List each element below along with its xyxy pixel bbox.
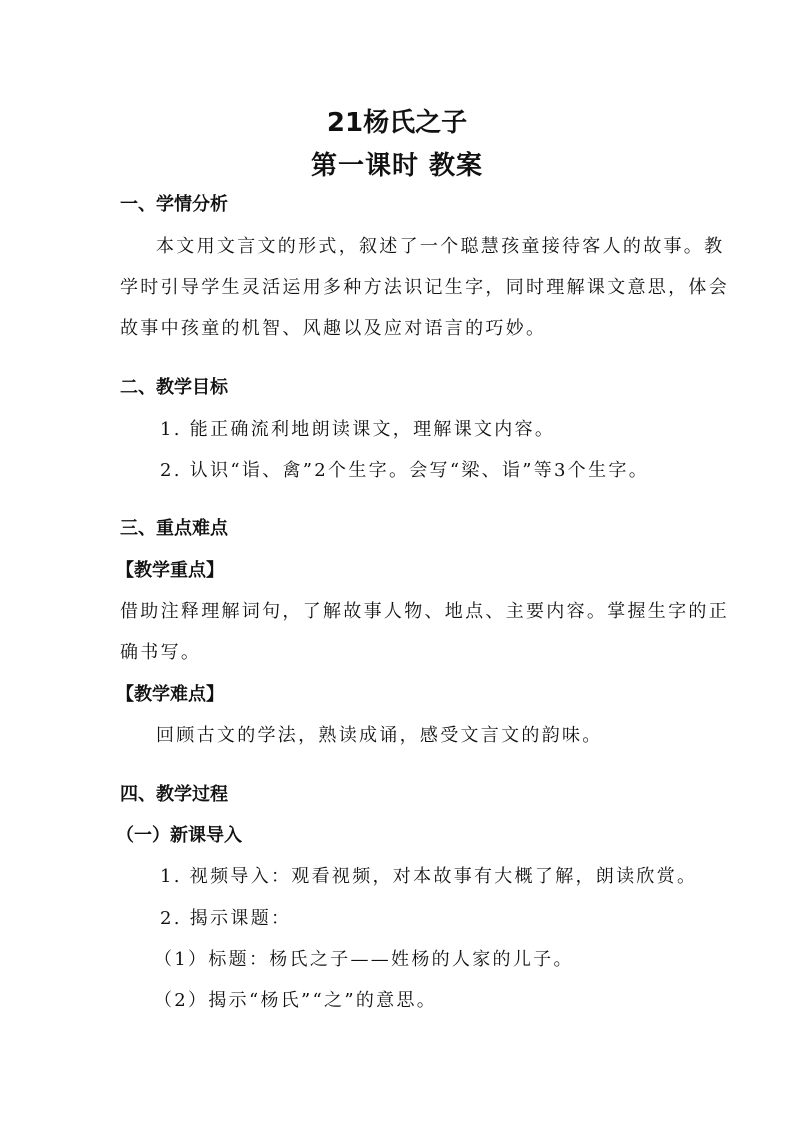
process-item: 1. 视频导入：观看视频，对本故事有大概了解，朗读欣赏。	[160, 866, 698, 887]
goal-item: 2. 认识“诣、禽”2个生字。会写“梁、诣”等3个生字。	[160, 460, 650, 481]
process-subitem: （1）标题：杨氏之子——姓杨的人家的儿子。	[154, 949, 574, 970]
key-point-line: 确书写。	[120, 642, 202, 663]
key-point-label: 【教学重点】	[116, 560, 224, 581]
process-item: 2. 揭示课题：	[160, 908, 292, 929]
difficult-point-label: 【教学难点】	[116, 684, 224, 705]
section-heading-process: 四、教学过程	[120, 784, 228, 805]
goal-item: 1. 能正确流利地朗读课文，理解课文内容。	[160, 419, 556, 440]
document-title: 21杨氏之子	[326, 108, 468, 138]
section-heading-analysis: 一、学情分析	[120, 194, 228, 215]
paragraph-line: 学时引导学生灵活运用多种方法识记生字，同时理解课文意思，体会	[120, 277, 729, 298]
section-heading-goals: 二、教学目标	[120, 377, 228, 398]
paragraph-line: 故事中孩童的机智、风趣以及应对语言的巧妙。	[120, 318, 547, 339]
subsection-heading: （一）新课导入	[116, 825, 242, 846]
section-heading-key-points: 三、重点难点	[120, 518, 228, 539]
paragraph-line: 本文用文言文的形式，叙述了一个聪慧孩童接待客人的故事。教	[156, 236, 725, 257]
key-point-line: 借助注释理解词句，了解故事人物、地点、主要内容。掌握生字的正	[120, 601, 729, 622]
document-subtitle: 第一课时 教案	[310, 151, 484, 181]
process-subitem: （2）揭示“杨氏”“之”的意思。	[154, 990, 438, 1011]
difficult-point-text: 回顾古文的学法，熟读成诵，感受文言文的韵味。	[156, 725, 603, 746]
